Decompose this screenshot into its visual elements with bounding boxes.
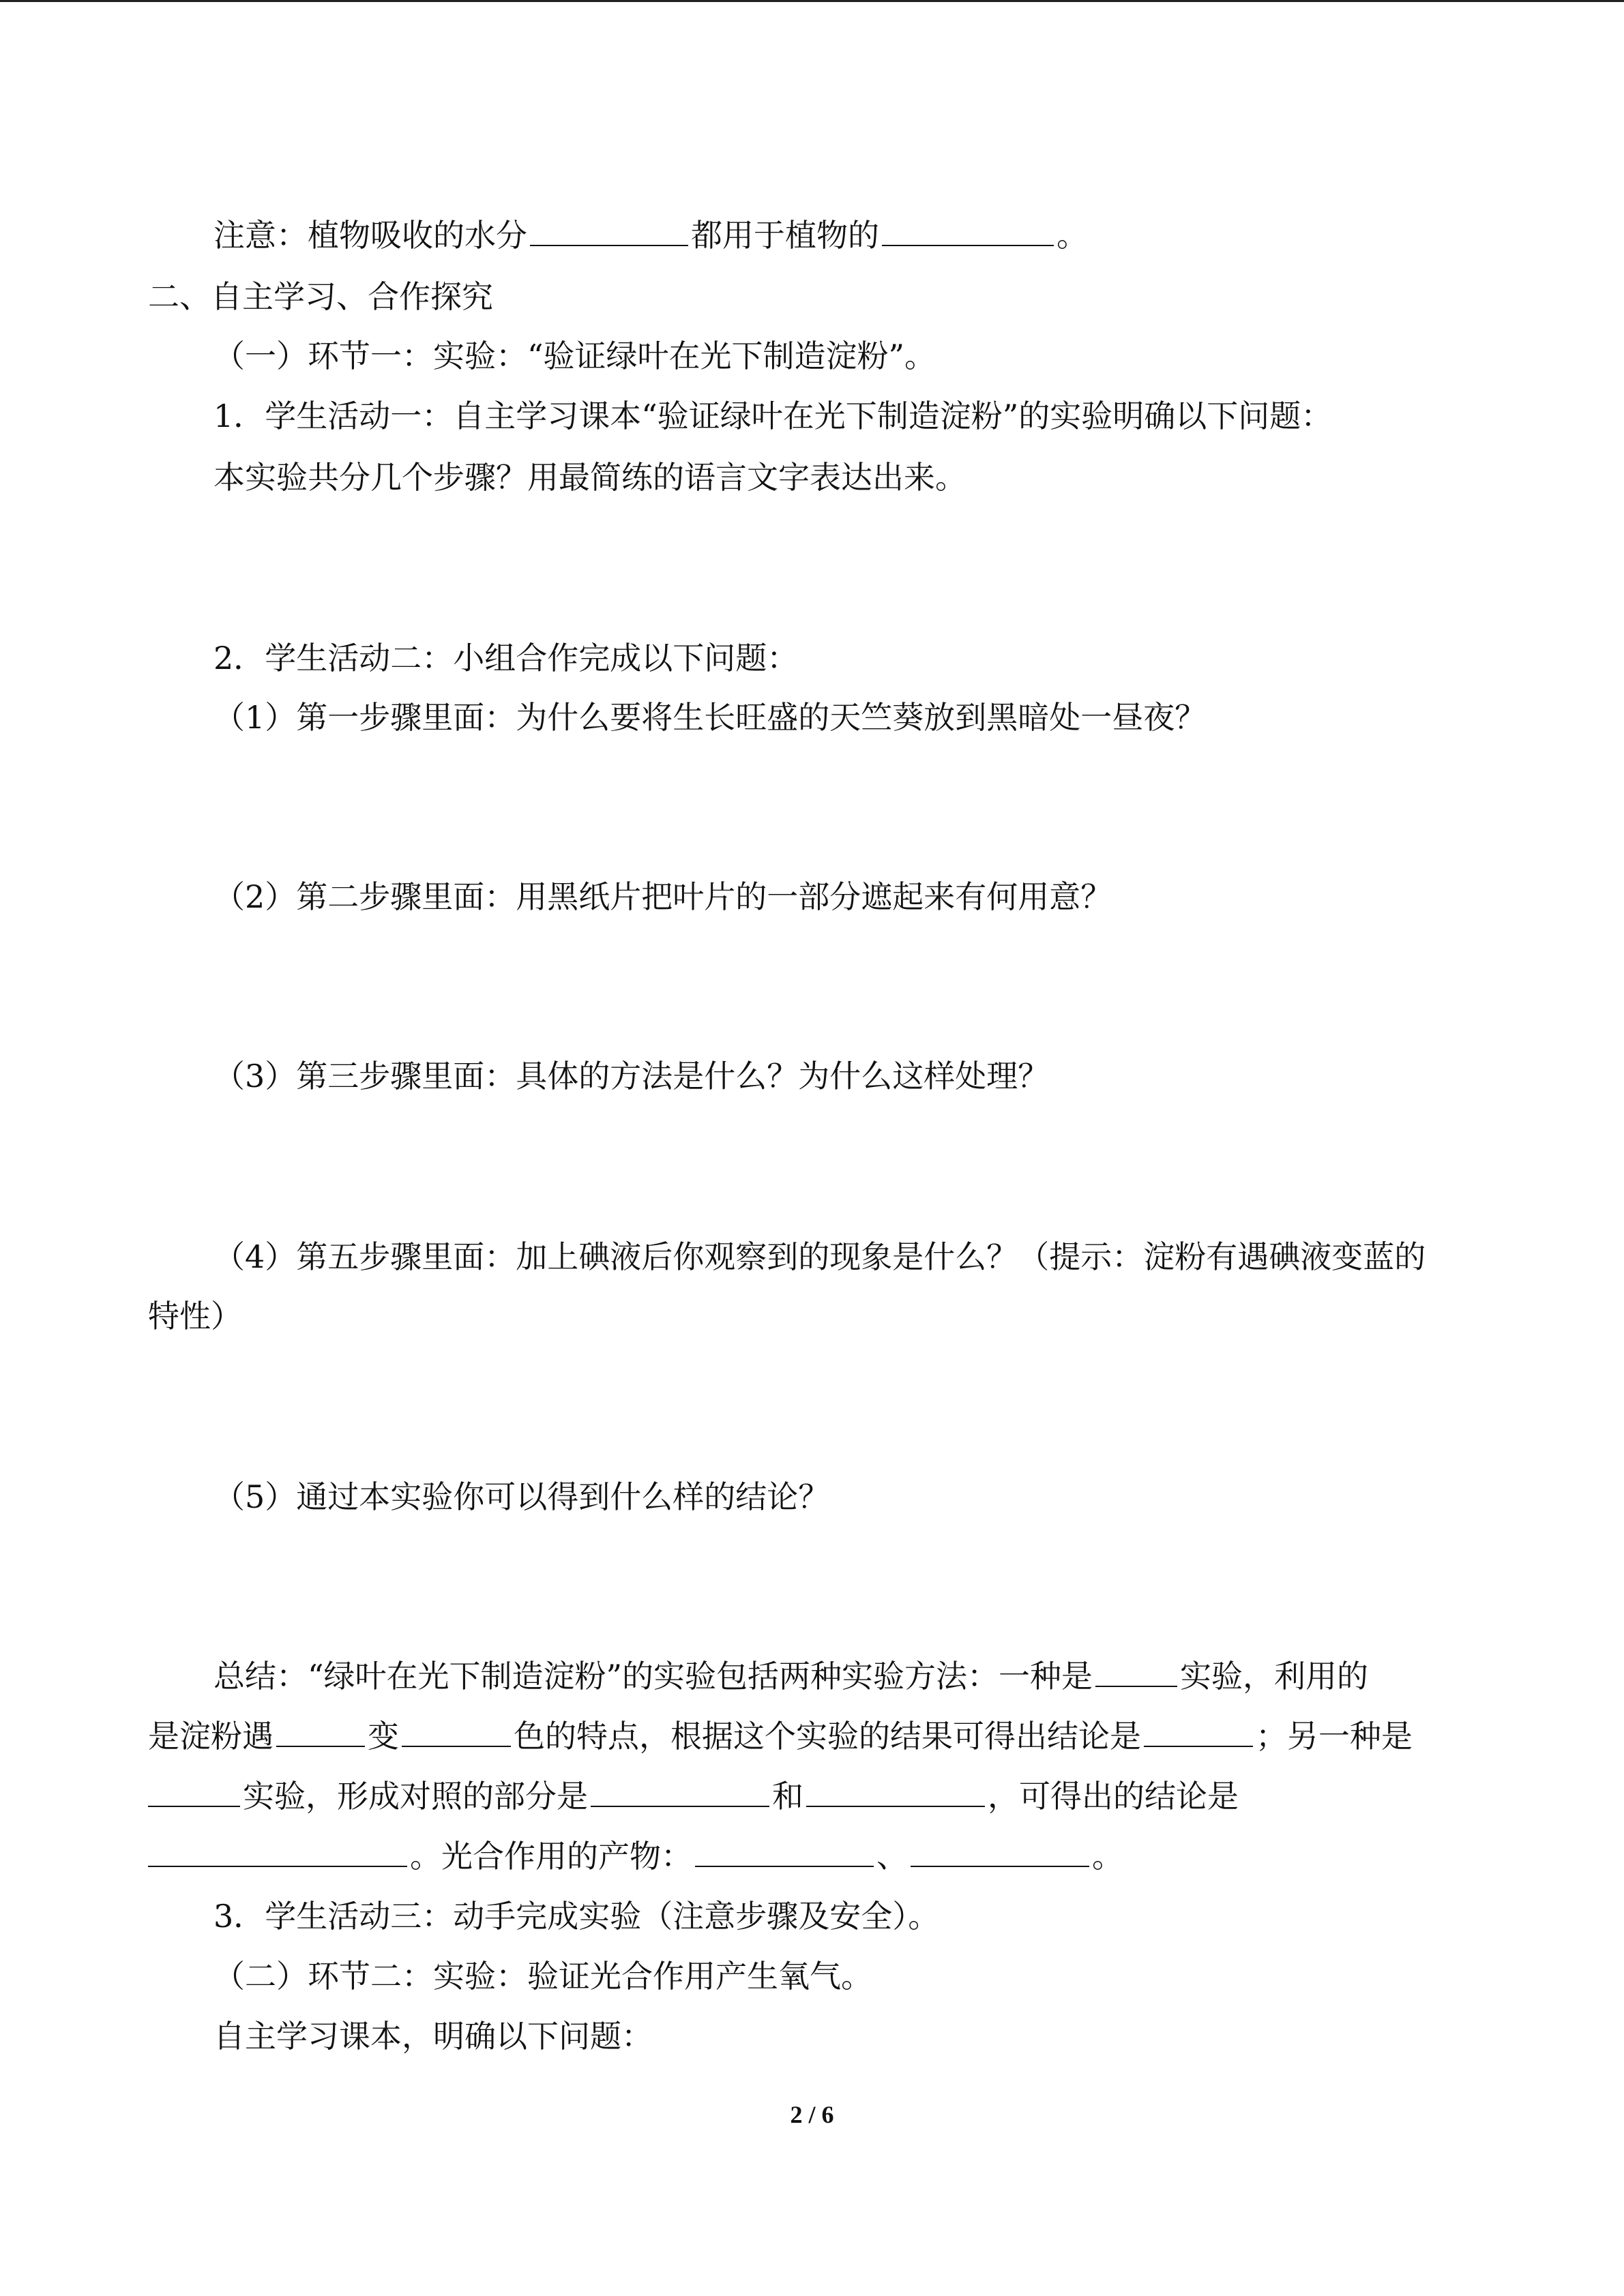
fill-blank[interactable] — [695, 1836, 874, 1867]
question-2: （2）第二步骤里面：用黑纸片把叶片的一部分遮起来有何用意？ — [213, 878, 1112, 915]
fill-blank[interactable] — [1144, 1716, 1253, 1747]
summary-line-4 — [148, 1836, 1123, 1877]
activity2-text: 2．学生活动二：小组合作完成以下问题： — [213, 640, 799, 676]
summary-line-3 — [148, 1776, 1239, 1817]
summary-text: 。光合作用的产物： — [410, 1838, 692, 1875]
question-4-line1: （4）第五步骤里面：加上碘液后你观察到的现象是什么？（提示：淀粉有遇碘液变蓝的 — [213, 1238, 1426, 1275]
note-line — [213, 215, 1088, 256]
fill-blank[interactable] — [1095, 1656, 1177, 1687]
fill-blank[interactable] — [276, 1716, 365, 1747]
summary-text: 是淀粉遇 — [148, 1718, 274, 1755]
summary-text: 。 — [1092, 1838, 1123, 1875]
fill-blank[interactable] — [530, 215, 688, 246]
summary-line-2 — [148, 1716, 1413, 1757]
summary-text: 色的特点，根据这个实验的结果可得出结论是 — [514, 1718, 1141, 1755]
part2-question: 自主学习课本，明确以下问题： — [213, 2018, 653, 2055]
fill-blank[interactable] — [591, 1776, 769, 1807]
part1-title: （一）环节一：实验：“验证绿叶在光下制造淀粉”。 — [213, 338, 936, 374]
summary-text: ，可得出的结论是 — [988, 1778, 1239, 1815]
note-mid: 都用于植物的 — [691, 217, 879, 254]
question-3: （3）第三步骤里面：具体的方法是什么？为什么这样处理？ — [213, 1058, 1050, 1094]
summary-text: 变 — [368, 1718, 399, 1755]
fill-blank[interactable] — [911, 1836, 1089, 1867]
question-1: （1）第一步骤里面：为什么要将生长旺盛的天竺葵放到黑暗处一昼夜？ — [213, 699, 1207, 736]
note-end: 。 — [1057, 217, 1088, 254]
part2-title: （二）环节二：实验：验证光合作用产生氧气。 — [213, 1958, 872, 1995]
page-number: 2 / 6 — [790, 2101, 834, 2128]
fill-blank[interactable] — [402, 1716, 511, 1747]
section-heading: 二、自主学习、合作探究 — [148, 278, 493, 315]
fill-blank[interactable] — [882, 215, 1054, 246]
activity1-text: 1．学生活动一：自主学习课本“验证绿叶在光下制造淀粉”的实验明确以下问题： — [213, 398, 1333, 434]
activity3-text: 3．学生活动三：动手完成实验（注意步骤及安全）。 — [213, 1898, 940, 1935]
summary-text: 总结：“绿叶在光下制造淀粉”的实验包括两种实验方法：一种是 — [213, 1658, 1093, 1695]
summary-text: 、 — [876, 1838, 908, 1875]
fill-blank[interactable] — [806, 1776, 985, 1807]
summary-line-1 — [213, 1656, 1368, 1697]
activity1-question: 本实验共分几个步骤？用最简练的语言文字表达出来。 — [213, 459, 966, 496]
fill-blank[interactable] — [148, 1776, 240, 1807]
summary-text: 实验，形成对照的部分是 — [243, 1778, 588, 1815]
summary-text: 实验，利用的 — [1180, 1658, 1369, 1695]
note-prefix: 注意：植物吸收的水分 — [213, 217, 527, 254]
fill-blank[interactable] — [148, 1836, 407, 1867]
question-5: （5）通过本实验你可以得到什么样的结论？ — [213, 1478, 830, 1515]
question-4-line2: 特性） — [148, 1298, 242, 1335]
summary-text: ；另一种是 — [1256, 1718, 1413, 1755]
page-top-border — [0, 0, 1624, 2]
summary-text: 和 — [772, 1778, 803, 1815]
